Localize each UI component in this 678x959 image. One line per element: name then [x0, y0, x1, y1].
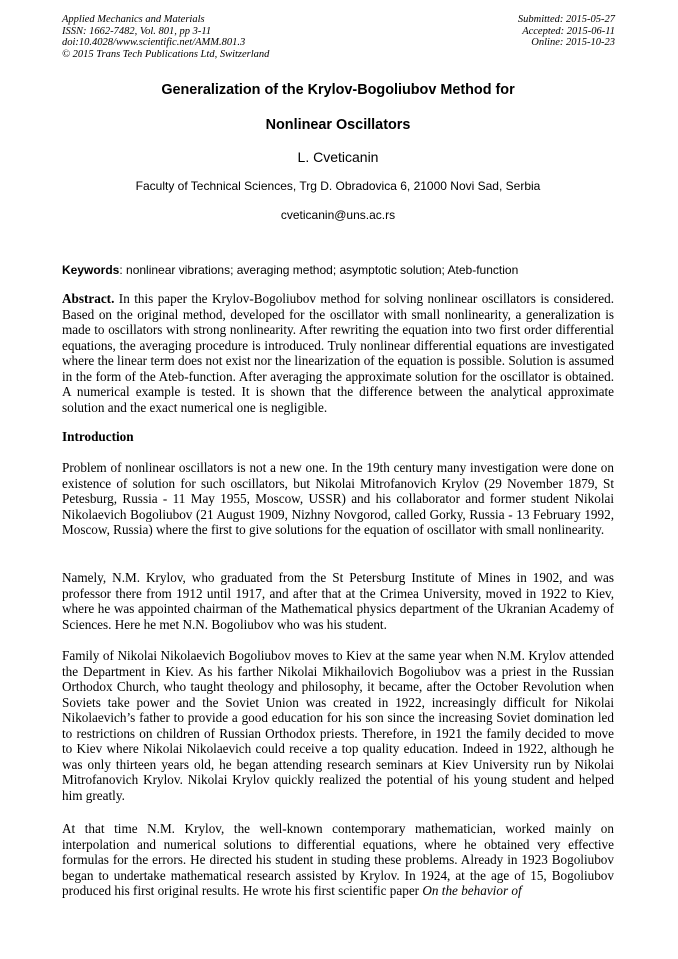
journal-name: Applied Mechanics and Materials — [62, 14, 205, 25]
intro-paragraph-1-block — [62, 460, 614, 538]
intro-paragraph-4-text: At that time N.M. Krylov, the well-known contemporary mathematician, worked mainly on interpolation and numerical solutions to differential equations, where he obtained very effective formulas for the errors. He directed his student in studing these problems. Already in 1923 Bogoliubov began to undertake mathematical research assisted by Krylov. In 1924, at the age of 15, Bogoliubov produced his first original results. He wrote his first scientific paper — [62, 821, 614, 898]
intro-paragraph-2-block — [62, 570, 614, 632]
introduction-heading: Introduction — [62, 429, 134, 444]
intro-paragraph-4 — [62, 821, 614, 899]
intro-paragraph-1: Problem of nonlinear oscillators is not a new one. In the 19th century many investigation were done on existence of solution for such oscillators, but Nikolai Mitrofanovich Krylov (29 November 1879, St Petesburg, Russia - 11 May 1955, Moscow, USSR) and his collaborator and former student Nikolai Nikolaevich Bogoliubov (21 August 1909, Nizhny Novgorod, called Gorky, Russia - 13 February 1992, Moscow, Russia) where the first to give solutions for the equation of oscillator with small nonlinearity. — [62, 460, 614, 537]
abstract-block — [62, 291, 614, 415]
abstract-text: In this paper the Krylov-Bogoliubov method for solving nonlinear oscillators is considered. Based on the original method, developed for the oscillator with small nonlinearity, a generalization is made to oscillators with strong nonlinearity. After rewriting the equation into two first order differential equations, the averaging procedure is introduced. Truly nonlinear differential equations are investigated where the linear term does not exist nor the linearization of the equation is possible. Solution is assumed in the form of the Ateb-function. After averaging the approximate solution for the oscillator is obtained. A numerical example is tested. It is shown that the difference between the analytical approximate solution and the exact numerical one is negligible. — [62, 291, 614, 415]
author-affiliation: Faculty of Technical Sciences, Trg D. Obradovica 6, 21000 Novi Sad, Serbia — [135, 179, 541, 193]
journal-info — [62, 14, 269, 60]
abstract-label: Abstract. — [62, 291, 115, 306]
keywords-line — [62, 263, 622, 277]
intro-paragraph-3: Family of Nikolai Nikolaevich Bogoliubov moves to Kiev at the same year when N.M. Krylov attended the Department in Kiev. As his farther Nikolai Mikhailovich Bogoliubov was a priest in the Russian Orthodox Church, who taught theology and philosophy, it became, after the October Revolution when Soviets take power and the Soviet Union was created in 1922, increasingly difficult for Nikolai Nikolaevich’s father to provide a good education for his son since the increasing Soviet domination led to restrictions on children of Russian Orthodox priests. Therefore, in 1921 the family decided to move to Kiev where Nikolai Nikolaevich could receive a top quality education. Indeed in 1922, although he was only thirteen years old, he began attending research seminars at Kiev University run by Nikolai Mitrofanovich Krylov. Nikolai Krylov quickly realized the potential of his young student and helped him greatly. — [62, 648, 614, 803]
keywords-label: Keywords — [62, 263, 120, 277]
keywords-text: : nonlinear vibrations; averaging method; asymptotic solution; Ateb-function — [119, 263, 519, 277]
accepted-date: Accepted: 2015-06-11 — [522, 25, 615, 37]
copyright-line: © 2015 Trans Tech Publications Ltd, Switzerland — [62, 48, 270, 60]
paper-title-line-2: Nonlinear Oscillators — [265, 117, 411, 133]
intro-paragraph-3-block — [62, 648, 614, 803]
online-date: Online: 2015-10-23 — [531, 37, 615, 48]
author-email[interactable]: cveticanin@uns.ac.rs — [280, 208, 396, 222]
submitted-date: Submitted: 2015-05-27 — [517, 14, 615, 25]
issn-line: ISSN: 1662-7482, Vol. 801, pp 3-11 — [62, 25, 212, 37]
intro-paragraph-2: Namely, N.M. Krylov, who graduated from the St Petersburg Institute of Mines in 1902, and was professor there from 1912 until 1917, and after that at the Crimea University, moved in 1922 to Kiev, where he was appointed chairman of the Mathematical physics department of the Ukranian Academy of Sciences. Here he met N.N. Bogoliubov who was his student. — [62, 570, 614, 632]
publication-dates — [518, 14, 615, 49]
paper-title-line-1: Generalization of the Krylov-Bogoliubov Method for — [161, 82, 515, 98]
author-name: L. Cveticanin — [297, 149, 379, 165]
cited-paper-title: On the behavior of — [422, 883, 522, 898]
intro-paragraph-4-block — [62, 821, 614, 899]
doi-line: doi:10.4028/www.scientific.net/AMM.801.3 — [62, 37, 246, 48]
introduction-heading-block — [62, 429, 614, 445]
